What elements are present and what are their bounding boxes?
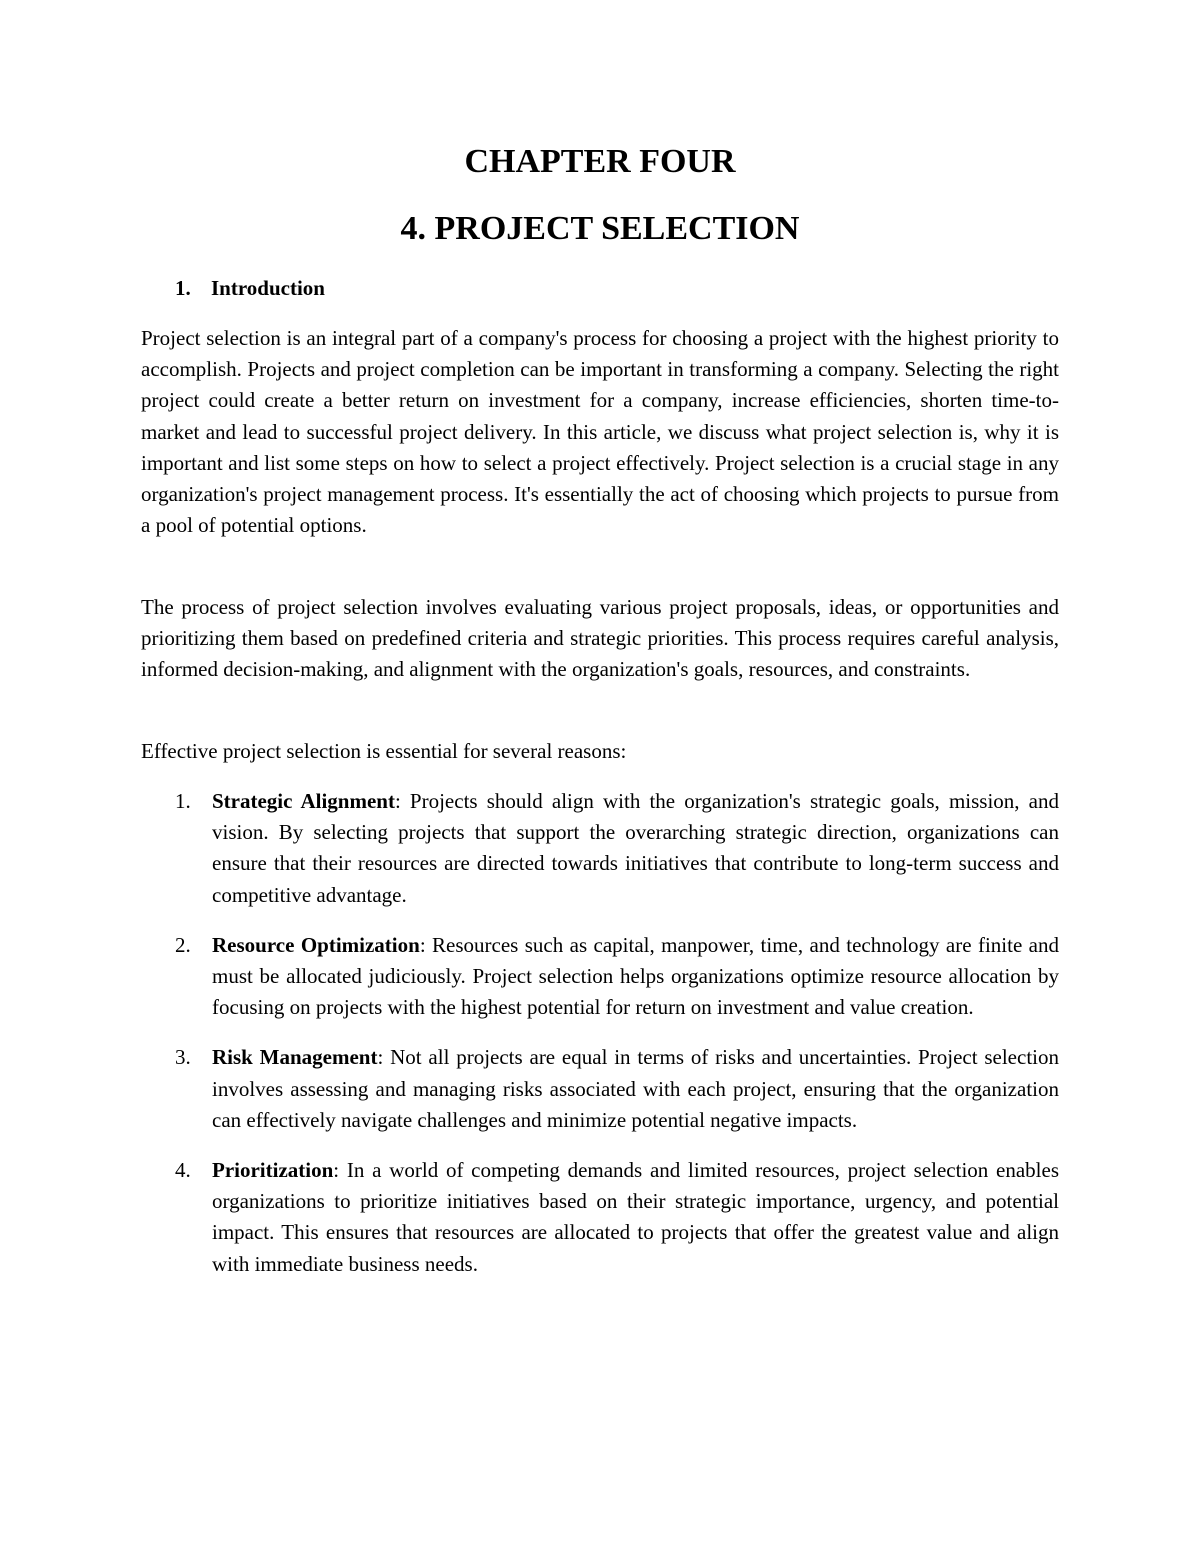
introduction-number: 1.	[175, 276, 191, 300]
reason-number: 2.	[175, 932, 191, 957]
paragraph-intro: Project selection is an integral part of a company's process for choosing a project with the highest priority to accomplish. Projects and project completion can be important in transforming a company. Selecting the right project could create a better return on investment for a company, increase efficiencies, shorten time-to-market and lead to successful project delivery. In this article, we discuss what project selection is, why it is important and list some steps on how to select a project effectively. Project selection is a crucial stage in any organization's project management process. It's essentially the act of choosing which projects to pursue from a pool of potential options.	[141, 326, 1059, 538]
reason-number: 1.	[175, 789, 191, 813]
paragraph-process: The process of project selection involves evaluating various project proposals, ideas, or opportunities and prioritizing them based on predefined criteria and strategic priorities. This process requires careful analysis, informed decision-making, and alignment with the organization's goals, resources, and constraints.	[141, 595, 1059, 682]
reason-term: Strategic Alignment	[212, 789, 395, 813]
introduction-heading-text: Introduction	[211, 276, 325, 300]
reason-text: : Not all projects are equal in terms of risks and uncertainties. Project selection involves assessing and managing risks associated with each project, ensuring that the organization can effectively navigate challenges and minimize potential negative impacts.	[212, 1045, 1059, 1132]
reason-text: : Projects should align with the organization's strategic goals, mission, and vision. By selecting projects that support the overarching strategic direction, organizations can ensure that their resources are directed towards initiatives that contribute to long-term success and competitive advantage.	[212, 789, 1059, 907]
reason-term: Resource Optimization	[212, 932, 420, 957]
section-title: 4. PROJECT SELECTION	[400, 210, 800, 247]
chapter-title: CHAPTER FOUR	[464, 143, 736, 180]
reason-item-resource-optimization	[141, 930, 1059, 1024]
reason-number: 4.	[175, 1158, 191, 1183]
reason-text: : In a world of competing demands and limited resources, project selection enables organizations to prioritize initiatives based on their strategic importance, urgency, and potential impact. This ensures that resources are allocated to projects that offer the greatest value and align with immediate business needs.	[212, 1158, 1059, 1276]
reason-item-prioritization	[141, 1155, 1059, 1280]
reason-text: : Resources such as capital, manpower, time, and technology are finite and must be allocated judiciously. Project selection helps organizations optimize resource allocation by focusing on projects with the highest potential for return on investment and value creation.	[212, 932, 1059, 1020]
reasons-list	[141, 786, 1059, 1299]
paragraph-reasons-lead: Effective project selection is essential for several reasons:	[141, 739, 627, 763]
introduction-heading	[175, 274, 325, 302]
reason-item-risk-management	[141, 1042, 1059, 1136]
reason-item-strategic-alignment	[141, 786, 1059, 911]
reason-term: Prioritization	[212, 1158, 334, 1183]
reason-number: 3.	[175, 1045, 191, 1070]
reason-term: Risk Management	[212, 1045, 378, 1070]
